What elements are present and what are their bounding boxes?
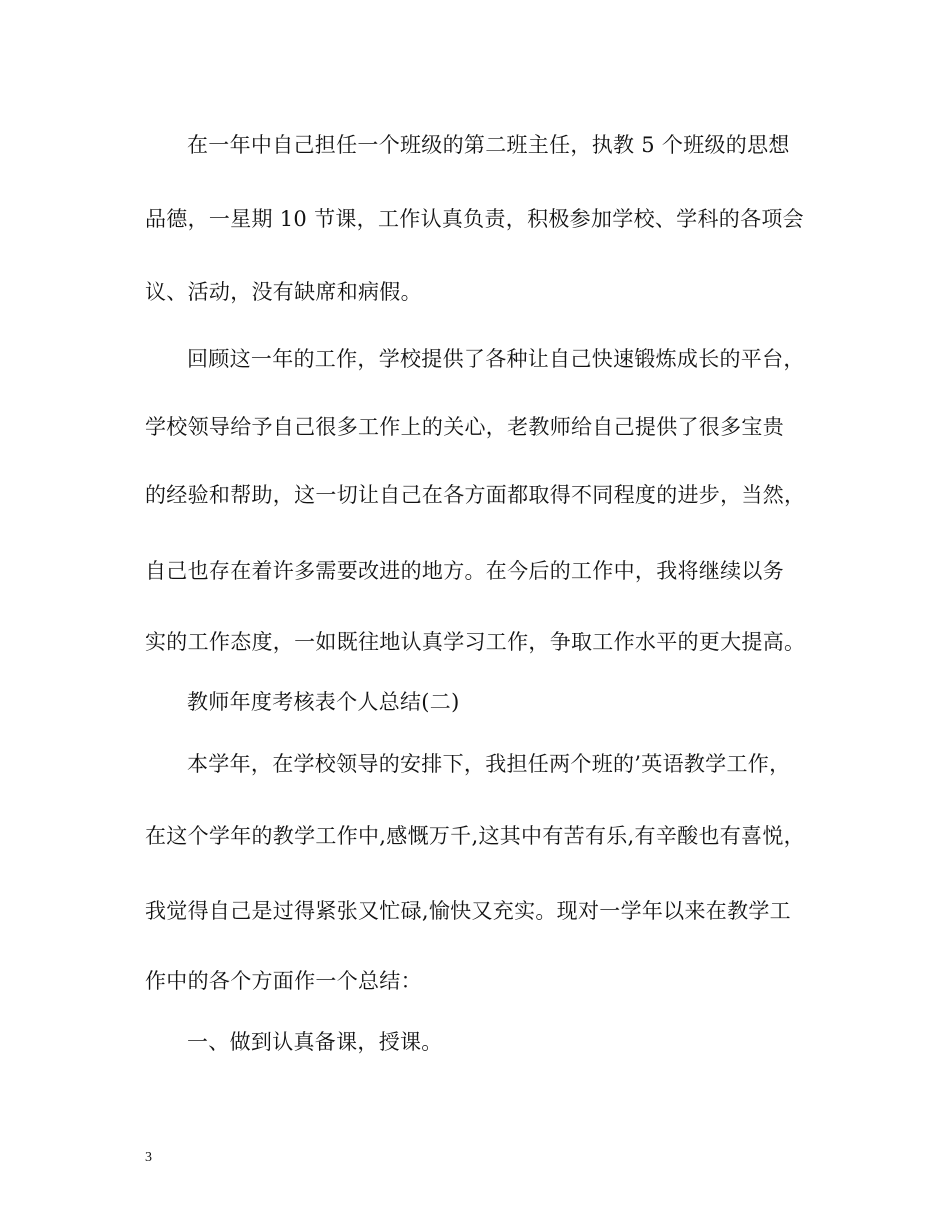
section-heading: 教师年度考核表个人总结(二)	[187, 690, 460, 714]
paragraph-3-line-1: 本学年，在学校领导的安排下，我担任两个班的’英语教学工作，	[187, 752, 791, 776]
page-number: 3	[145, 1150, 152, 1165]
paragraph-3-line-3: 我觉得自己是过得紧张又忙碌,愉快又充实。现对一学年以来在教学工	[145, 899, 791, 923]
paragraph-3-line-4: 作中的各个方面作一个总结：	[145, 969, 422, 993]
paragraph-1-line-2: 品德，一星期 10 节课，工作认真负责，积极参加学校、学科的各项会	[145, 207, 804, 231]
paragraph-2-line-3: 的经验和帮助，这一切让自己在各方面都取得不同程度的进步，当然，	[145, 483, 806, 507]
paragraph-2-line-1: 回顾这一年的工作，学校提供了各种让自己快速锻炼成长的平台，	[187, 347, 805, 371]
paragraph-3-line-2: 在这个学年的教学工作中,感慨万千,这其中有苦有乐,有辛酸也有喜悦，	[145, 824, 805, 848]
paragraph-1-line-1: 在一年中自己担任一个班级的第二班主任，执教 5 个班级的思想	[187, 133, 790, 157]
numbered-item-1: 一、做到认真备课，授课。	[187, 1030, 443, 1054]
paragraph-2-line-4: 自己也存在着许多需要改进的地方。在今后的工作中，我将继续以务	[145, 559, 784, 583]
paragraph-1-line-3: 议、活动，没有缺席和病假。	[145, 280, 422, 304]
paragraph-2-line-5: 实的工作态度，一如既往地认真学习工作，争取工作水平的更大提高。	[145, 630, 806, 654]
paragraph-2-line-2: 学校领导给予自己很多工作上的关心，老教师给自己提供了很多宝贵	[145, 415, 784, 439]
